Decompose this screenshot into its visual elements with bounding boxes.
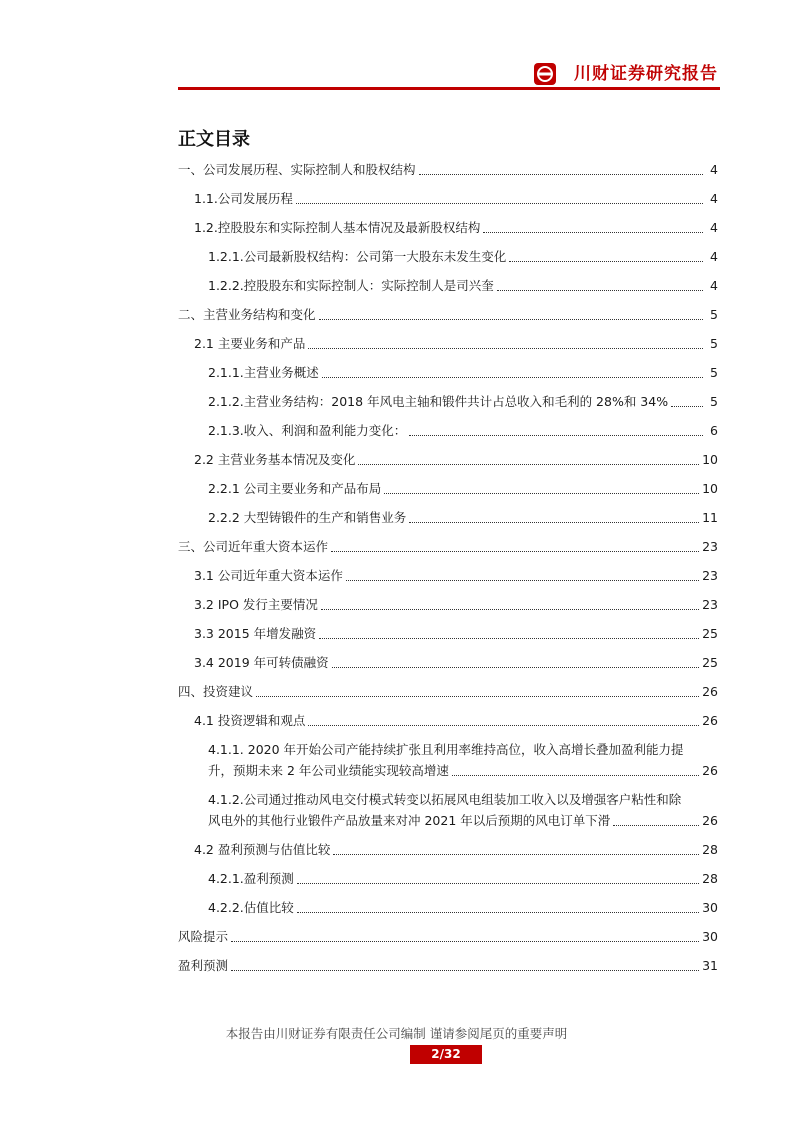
page-number: 2/32 — [410, 1045, 482, 1064]
toc-entry[interactable] — [178, 365, 718, 381]
toc-entry-text: 风电外的其他行业锻件产品放量来对冲 2021 年以后预期的风电订单下滑 — [208, 813, 611, 828]
toc-entry[interactable] — [178, 481, 718, 497]
toc-entry-multiline[interactable] — [178, 792, 718, 829]
toc-entry[interactable] — [178, 684, 718, 700]
chuancai-logo-icon — [534, 63, 556, 85]
toc-entry-text: 3.3 2015 年增发融资 — [194, 626, 317, 641]
toc-entry[interactable] — [178, 597, 718, 613]
toc-entry-page: 4 — [710, 220, 718, 235]
toc-entry-text: 四、投资建议 — [178, 684, 254, 699]
toc-entry[interactable] — [178, 307, 718, 323]
header-rule — [178, 87, 720, 90]
toc-entry-multiline[interactable] — [178, 742, 718, 779]
toc-entry-page: 26 — [702, 763, 718, 778]
toc-entry-page: 30 — [702, 900, 718, 915]
toc-title: 正文目录 — [178, 129, 250, 150]
toc-entry-page: 23 — [702, 539, 718, 554]
toc-entry-text: 2.1.1.主营业务概述 — [208, 365, 319, 380]
toc-entry-text-first-line: 4.1.2.公司通过推动风电交付模式转变以拓展风电组装加工收入以及增强客户粘性和除 — [208, 792, 682, 807]
toc-entry-page: 28 — [702, 871, 718, 886]
toc-entry-text: 1.2.2.控股股东和实际控制人：实际控制人是司兴奎 — [208, 278, 494, 293]
toc-entry-text: 3.2 IPO 发行主要情况 — [194, 597, 318, 612]
toc-entry-page: 26 — [702, 813, 718, 828]
toc-entry-text: 4.2.1.盈利预测 — [208, 871, 294, 886]
toc-entry-page: 25 — [702, 655, 718, 670]
header-brand: 川财证券研究报告 — [574, 64, 718, 84]
toc-entry[interactable] — [178, 423, 718, 439]
toc-entry-text: 一、公司发展历程、实际控制人和股权结构 — [178, 162, 416, 177]
toc-entry-page: 5 — [710, 365, 718, 380]
page-header — [178, 58, 720, 92]
toc-entry-text: 4.2.2.估值比较 — [208, 900, 294, 915]
toc-entry-text: 盈利预测 — [178, 958, 229, 973]
toc-entry-page: 23 — [702, 597, 718, 612]
toc-entry-text: 2.1.3.收入、利润和盈利能力变化： — [208, 423, 407, 438]
toc-entry[interactable] — [178, 278, 718, 294]
toc-entry-text: 1.2.1.公司最新股权结构：公司第一大股东未发生变化 — [208, 249, 507, 264]
toc-entry-text: 4.1 投资逻辑和观点 — [194, 713, 306, 728]
toc-entry-text: 2.2.2 大型铸锻件的生产和销售业务 — [208, 510, 407, 525]
toc-entry[interactable] — [178, 394, 718, 410]
toc-entry-text: 风险提示 — [178, 929, 229, 944]
toc-entry-text: 2.1 主要业务和产品 — [194, 336, 306, 351]
toc-entry[interactable] — [178, 842, 718, 858]
toc-entry[interactable] — [178, 568, 718, 584]
toc-entry-text-first-line: 4.1.1. 2020 年开始公司产能持续扩张且利用率维持高位，收入高增长叠加盈利能力提 — [208, 742, 684, 757]
toc-entry-text: 1.1.公司发展历程 — [194, 191, 293, 206]
toc-entry[interactable] — [178, 626, 718, 642]
toc-entry-page: 4 — [710, 278, 718, 293]
table-of-contents — [178, 160, 718, 974]
toc-entry-page: 28 — [702, 842, 718, 857]
toc-entry-page: 10 — [702, 452, 718, 467]
toc-entry[interactable] — [178, 510, 718, 526]
toc-entry-page: 4 — [710, 162, 718, 177]
toc-entry-text: 三、公司近年重大资本运作 — [178, 539, 329, 554]
toc-entry-text: 3.1 公司近年重大资本运作 — [194, 568, 343, 583]
toc-entry-page: 4 — [710, 249, 718, 264]
toc-entry[interactable] — [178, 713, 718, 729]
toc-entry-page: 26 — [702, 713, 718, 728]
toc-entry[interactable] — [178, 958, 718, 974]
toc-entry-text: 二、主营业务结构和变化 — [178, 307, 316, 322]
toc-entry-text: 4.2 盈利预测与估值比较 — [194, 842, 331, 857]
toc-entry-page: 5 — [710, 336, 718, 351]
toc-entry[interactable] — [178, 929, 718, 945]
toc-entry[interactable] — [178, 336, 718, 352]
toc-entry-page: 6 — [710, 423, 718, 438]
toc-entry-page: 4 — [710, 191, 718, 206]
toc-entry-page: 30 — [702, 929, 718, 944]
toc-entry[interactable] — [178, 249, 718, 265]
toc-entry-text: 2.2 主营业务基本情况及变化 — [194, 452, 356, 467]
toc-entry-page: 10 — [702, 481, 718, 496]
toc-entry[interactable] — [178, 452, 718, 468]
toc-entry[interactable] — [178, 871, 718, 887]
toc-entry-page: 11 — [702, 510, 718, 525]
toc-entry-text: 3.4 2019 年可转债融资 — [194, 655, 329, 670]
toc-entry[interactable] — [178, 655, 718, 671]
toc-entry-page: 31 — [702, 958, 718, 973]
toc-entry-text: 升，预期未来 2 年公司业绩能实现较高增速 — [208, 763, 449, 778]
toc-entry-text: 2.2.1 公司主要业务和产品布局 — [208, 481, 382, 496]
toc-entry-page: 5 — [710, 307, 718, 322]
toc-entry[interactable] — [178, 220, 718, 236]
toc-entry-page: 5 — [710, 394, 718, 409]
toc-entry[interactable] — [178, 162, 718, 178]
toc-entry-page: 25 — [702, 626, 718, 641]
toc-entry-text: 1.2.控股股东和实际控制人基本情况及最新股权结构 — [194, 220, 481, 235]
toc-entry-page: 26 — [702, 684, 718, 699]
toc-entry[interactable] — [178, 900, 718, 916]
toc-entry-text: 2.1.2.主营业务结构：2018 年风电主轴和锻件共计占总收入和毛利的 28%和 34% — [208, 394, 669, 409]
footer-disclaimer: 本报告由川财证券有限责任公司编制 谨请参阅尾页的重要声明 — [225, 1026, 568, 1041]
toc-entry[interactable] — [178, 191, 718, 207]
toc-entry[interactable] — [178, 539, 718, 555]
toc-entry-page: 23 — [702, 568, 718, 583]
